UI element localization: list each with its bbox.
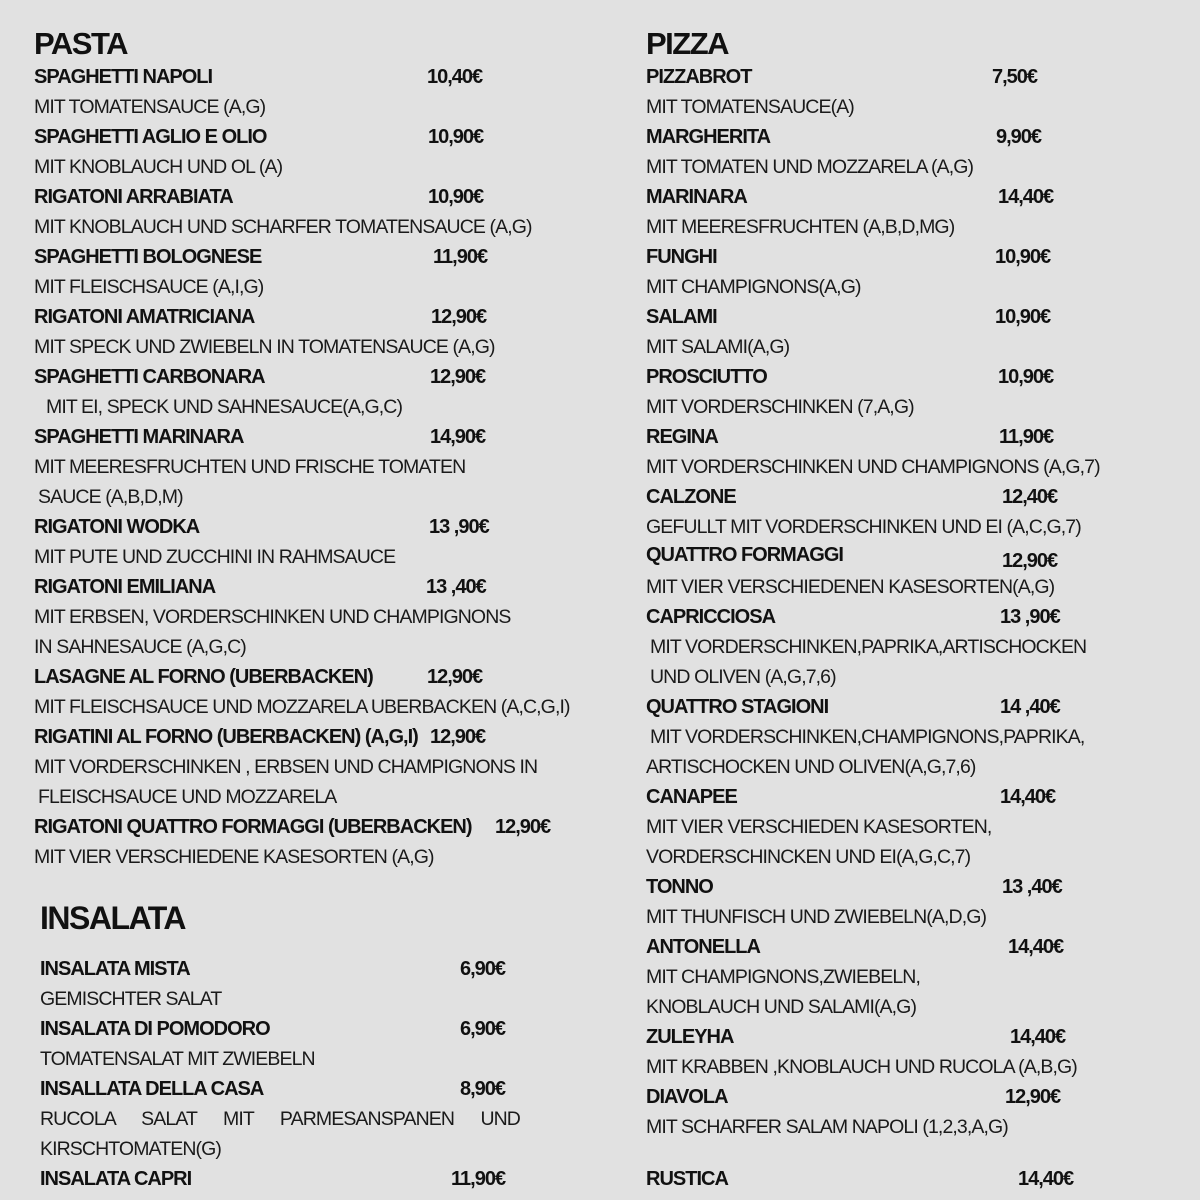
item-price: 9,90€ (996, 126, 1042, 148)
menu-item (34, 62, 594, 122)
pasta-title: PASTA (34, 26, 127, 61)
item-description: UND OLIVEN (A,G,7,6) (650, 666, 836, 688)
menu-item (34, 662, 594, 722)
item-price: 12,90€ (430, 366, 486, 388)
item-name: SPAGHETTI MARINARA (34, 426, 244, 448)
item-price: 13 ,90€ (429, 516, 489, 538)
menu-item (34, 242, 594, 302)
item-name: INSALATA MISTA (40, 958, 190, 980)
item-price: 10,40€ (427, 66, 483, 88)
item-name: REGINA (646, 426, 718, 448)
item-name: INSALATA CAPRI (40, 1168, 192, 1190)
item-description: MIT PUTE UND ZUCCHINI IN RAHMSAUCE (34, 546, 396, 568)
item-name: SALAMI (646, 306, 717, 328)
item-price: 12,90€ (1002, 550, 1058, 572)
menu-item (646, 872, 1166, 932)
item-name: RIGATONI ARRABIATA (34, 186, 233, 208)
item-name: CALZONE (646, 486, 736, 508)
item-description: MIT VORDERSCHINKEN (7,A,G) (646, 396, 914, 418)
item-name: CANAPEE (646, 786, 737, 808)
item-description: SAUCE (A,B,D,M) (38, 486, 183, 508)
item-name: QUATTRO FORMAGGI (646, 544, 843, 566)
item-description: MIT SPECK UND ZWIEBELN IN TOMATENSAUCE (A,G) (34, 336, 495, 358)
menu-item (34, 812, 594, 872)
menu-item (646, 542, 1166, 602)
menu-item (646, 242, 1166, 302)
item-description: MIT TOMATEN UND MOZZARELA (A,G) (646, 156, 974, 178)
item-name: QUATTRO STAGIONI (646, 696, 829, 718)
item-price: 13 ,40€ (426, 576, 486, 598)
item-price: 11,90€ (999, 426, 1054, 448)
item-price: 11,90€ (433, 246, 488, 268)
item-price: 13 ,90€ (1000, 606, 1060, 628)
item-description: MIT ERBSEN, VORDERSCHINKEN UND CHAMPIGNONS (34, 606, 511, 628)
menu-item (34, 512, 594, 572)
menu-item (646, 422, 1166, 482)
item-description: ARTISCHOCKEN UND OLIVEN(A,G,7,6) (646, 756, 976, 778)
item-price: 11,90€ (451, 1168, 506, 1190)
item-name: CAPRICCIOSA (646, 606, 776, 628)
item-description: MIT VIER VERSCHIEDENEN KASESORTEN(A,G) (646, 576, 1055, 598)
item-price: 10,90€ (428, 126, 484, 148)
item-name: RIGATONI QUATTRO FORMAGGI (UBERBACKEN) (34, 816, 472, 838)
item-price: 12,90€ (1005, 1086, 1061, 1108)
item-name: SPAGHETTI BOLOGNESE (34, 246, 262, 268)
item-price: 14,40€ (1018, 1168, 1074, 1190)
item-description: MIT TOMATENSAUCE(A) (646, 96, 854, 118)
item-price: 12,90€ (431, 306, 487, 328)
menu-item (646, 62, 1166, 122)
menu-item (646, 362, 1166, 422)
item-price: 10,90€ (428, 186, 484, 208)
menu-item (34, 572, 594, 662)
item-price: 14,40€ (998, 186, 1054, 208)
insalata-title: INSALATA (40, 900, 186, 936)
item-description: MIT TOMATENSAUCE (A,G) (34, 96, 266, 118)
item-description: MIT KRABBEN ,KNOBLAUCH UND RUCOLA (A,B,G) (646, 1056, 1077, 1078)
menu-item (646, 182, 1166, 242)
menu-item (34, 122, 594, 182)
item-price: 14,40€ (1010, 1026, 1066, 1048)
item-price: 10,90€ (998, 366, 1054, 388)
item-name: MARINARA (646, 186, 747, 208)
item-name: FUNGHI (646, 246, 717, 268)
item-name: ANTONELLA (646, 936, 760, 958)
item-price: 14,40€ (1000, 786, 1056, 808)
item-description: MIT VORDERSCHINKEN UND CHAMPIGNONS (A,G,7) (646, 456, 1100, 478)
item-price: 6,90€ (460, 958, 506, 980)
item-description: MIT MEERESFRUCHTEN UND FRISCHE TOMATEN (34, 456, 466, 478)
item-description: MIT EI, SPECK UND SAHNESAUCE(A,G,C) (46, 396, 403, 418)
item-price: 6,90€ (460, 1018, 506, 1040)
item-description: GEMISCHTER SALAT (40, 988, 222, 1010)
item-name: MARGHERITA (646, 126, 771, 148)
menu-item (40, 1074, 560, 1164)
item-description: MIT KNOBLAUCH UND OL (A) (34, 156, 283, 178)
menu-item (34, 722, 594, 812)
item-description: MIT VORDERSCHINKEN , ERBSEN UND CHAMPIGNONS IN (34, 756, 538, 778)
menu-item (40, 954, 560, 1014)
menu-item (646, 302, 1166, 362)
item-price: 12,90€ (495, 816, 551, 838)
item-price: 14,90€ (430, 426, 486, 448)
menu-item (646, 602, 1166, 692)
item-price: 13 ,40€ (1002, 876, 1062, 898)
item-description: MIT VORDERSCHINKEN,CHAMPIGNONS,PAPRIKA, (650, 726, 1085, 748)
item-description: MIT CHAMPIGNONS(A,G) (646, 276, 861, 298)
menu-item (40, 1164, 560, 1194)
item-name: PIZZABROT (646, 66, 752, 88)
item-description: MIT FLEISCHSAUCE (A,I,G) (34, 276, 264, 298)
menu-item (646, 1164, 1166, 1194)
item-name: INSALATA DI POMODORO (40, 1018, 270, 1040)
item-name: ZULEYHA (646, 1026, 734, 1048)
menu-item (646, 692, 1166, 782)
item-description: MIT THUNFISCH UND ZWIEBELN(A,D,G) (646, 906, 987, 928)
item-name: SPAGHETTI NAPOLI (34, 66, 213, 88)
item-price: 14,40€ (1008, 936, 1064, 958)
item-name: SPAGHETTI CARBONARA (34, 366, 265, 388)
menu-item (646, 932, 1166, 1022)
menu-item (34, 302, 594, 362)
item-description: MIT CHAMPIGNONS,ZWIEBELN, (646, 966, 920, 988)
item-description: RUCOLA SALAT MIT PARMESANSPANEN UND KIRSCHTOMATEN(G) (40, 1108, 520, 1160)
menu-item (646, 482, 1166, 542)
item-description: MIT VIER VERSCHIEDEN KASESORTEN, (646, 816, 992, 838)
item-description: MIT VORDERSCHINKEN,PAPRIKA,ARTISCHOCKEN (650, 636, 1087, 658)
item-description: TOMATENSALAT MIT ZWIEBELN (40, 1048, 315, 1070)
item-name: RIGATONI EMILIANA (34, 576, 216, 598)
item-description: MIT VIER VERSCHIEDENE KASESORTEN (A,G) (34, 846, 434, 868)
item-description: VORDERSCHINCKEN UND EI(A,G,C,7) (646, 846, 971, 868)
insalata-section (40, 896, 560, 1194)
item-price: 10,90€ (995, 306, 1051, 328)
pizza-title: PIZZA (646, 26, 729, 61)
item-description: MIT KNOBLAUCH UND SCHARFER TOMATENSAUCE (A,G) (34, 216, 532, 238)
item-price: 12,90€ (427, 666, 483, 688)
menu-item (646, 782, 1166, 872)
item-name: LASAGNE AL FORNO (UBERBACKEN) (34, 666, 373, 688)
item-price: 14 ,40€ (1000, 696, 1060, 718)
item-price: 7,50€ (992, 66, 1038, 88)
item-name: PROSCIUTTO (646, 366, 767, 388)
item-description: MIT SALAMI(A,G) (646, 336, 790, 358)
item-price: 12,40€ (1002, 486, 1058, 508)
menu-item (40, 1014, 560, 1074)
menu-item (34, 182, 594, 242)
item-name: RUSTICA (646, 1168, 728, 1190)
menu-item (646, 1082, 1166, 1142)
item-name: RIGATONI WODKA (34, 516, 200, 538)
item-description: KNOBLAUCH UND SALAMI(A,G) (646, 996, 917, 1018)
item-name: TONNO (646, 876, 713, 898)
pasta-section (34, 0, 594, 872)
item-description: MIT FLEISCHSAUCE UND MOZZARELA UBERBACKEN (A,C,G,I) (34, 696, 570, 718)
menu-item (646, 1022, 1166, 1082)
item-price: 8,90€ (460, 1078, 506, 1100)
item-price: 12,90€ (430, 726, 486, 748)
item-description: IN SAHNESAUCE (A,G,C) (34, 636, 246, 658)
pizza-section (646, 0, 1166, 1194)
menu-item (646, 122, 1166, 182)
menu-item (34, 422, 594, 512)
menu-item (34, 362, 594, 422)
item-name: RIGATONI AMATRICIANA (34, 306, 255, 328)
item-name: SPAGHETTI AGLIO E OLIO (34, 126, 267, 148)
item-description: FLEISCHSAUCE UND MOZZARELA (38, 786, 337, 808)
item-description: MIT MEERESFRUCHTEN (A,B,D,MG) (646, 216, 955, 238)
item-name: RIGATINI AL FORNO (UBERBACKEN) (A,G,I) (34, 726, 418, 748)
item-description: GEFULLT MIT VORDERSCHINKEN UND EI (A,C,G,7) (646, 516, 1081, 538)
item-name: DIAVOLA (646, 1086, 728, 1108)
item-name: INSALLATA DELLA CASA (40, 1078, 264, 1100)
item-price: 10,90€ (995, 246, 1051, 268)
item-description: MIT SCHARFER SALAM NAPOLI (1,2,3,A,G) (646, 1116, 1008, 1138)
